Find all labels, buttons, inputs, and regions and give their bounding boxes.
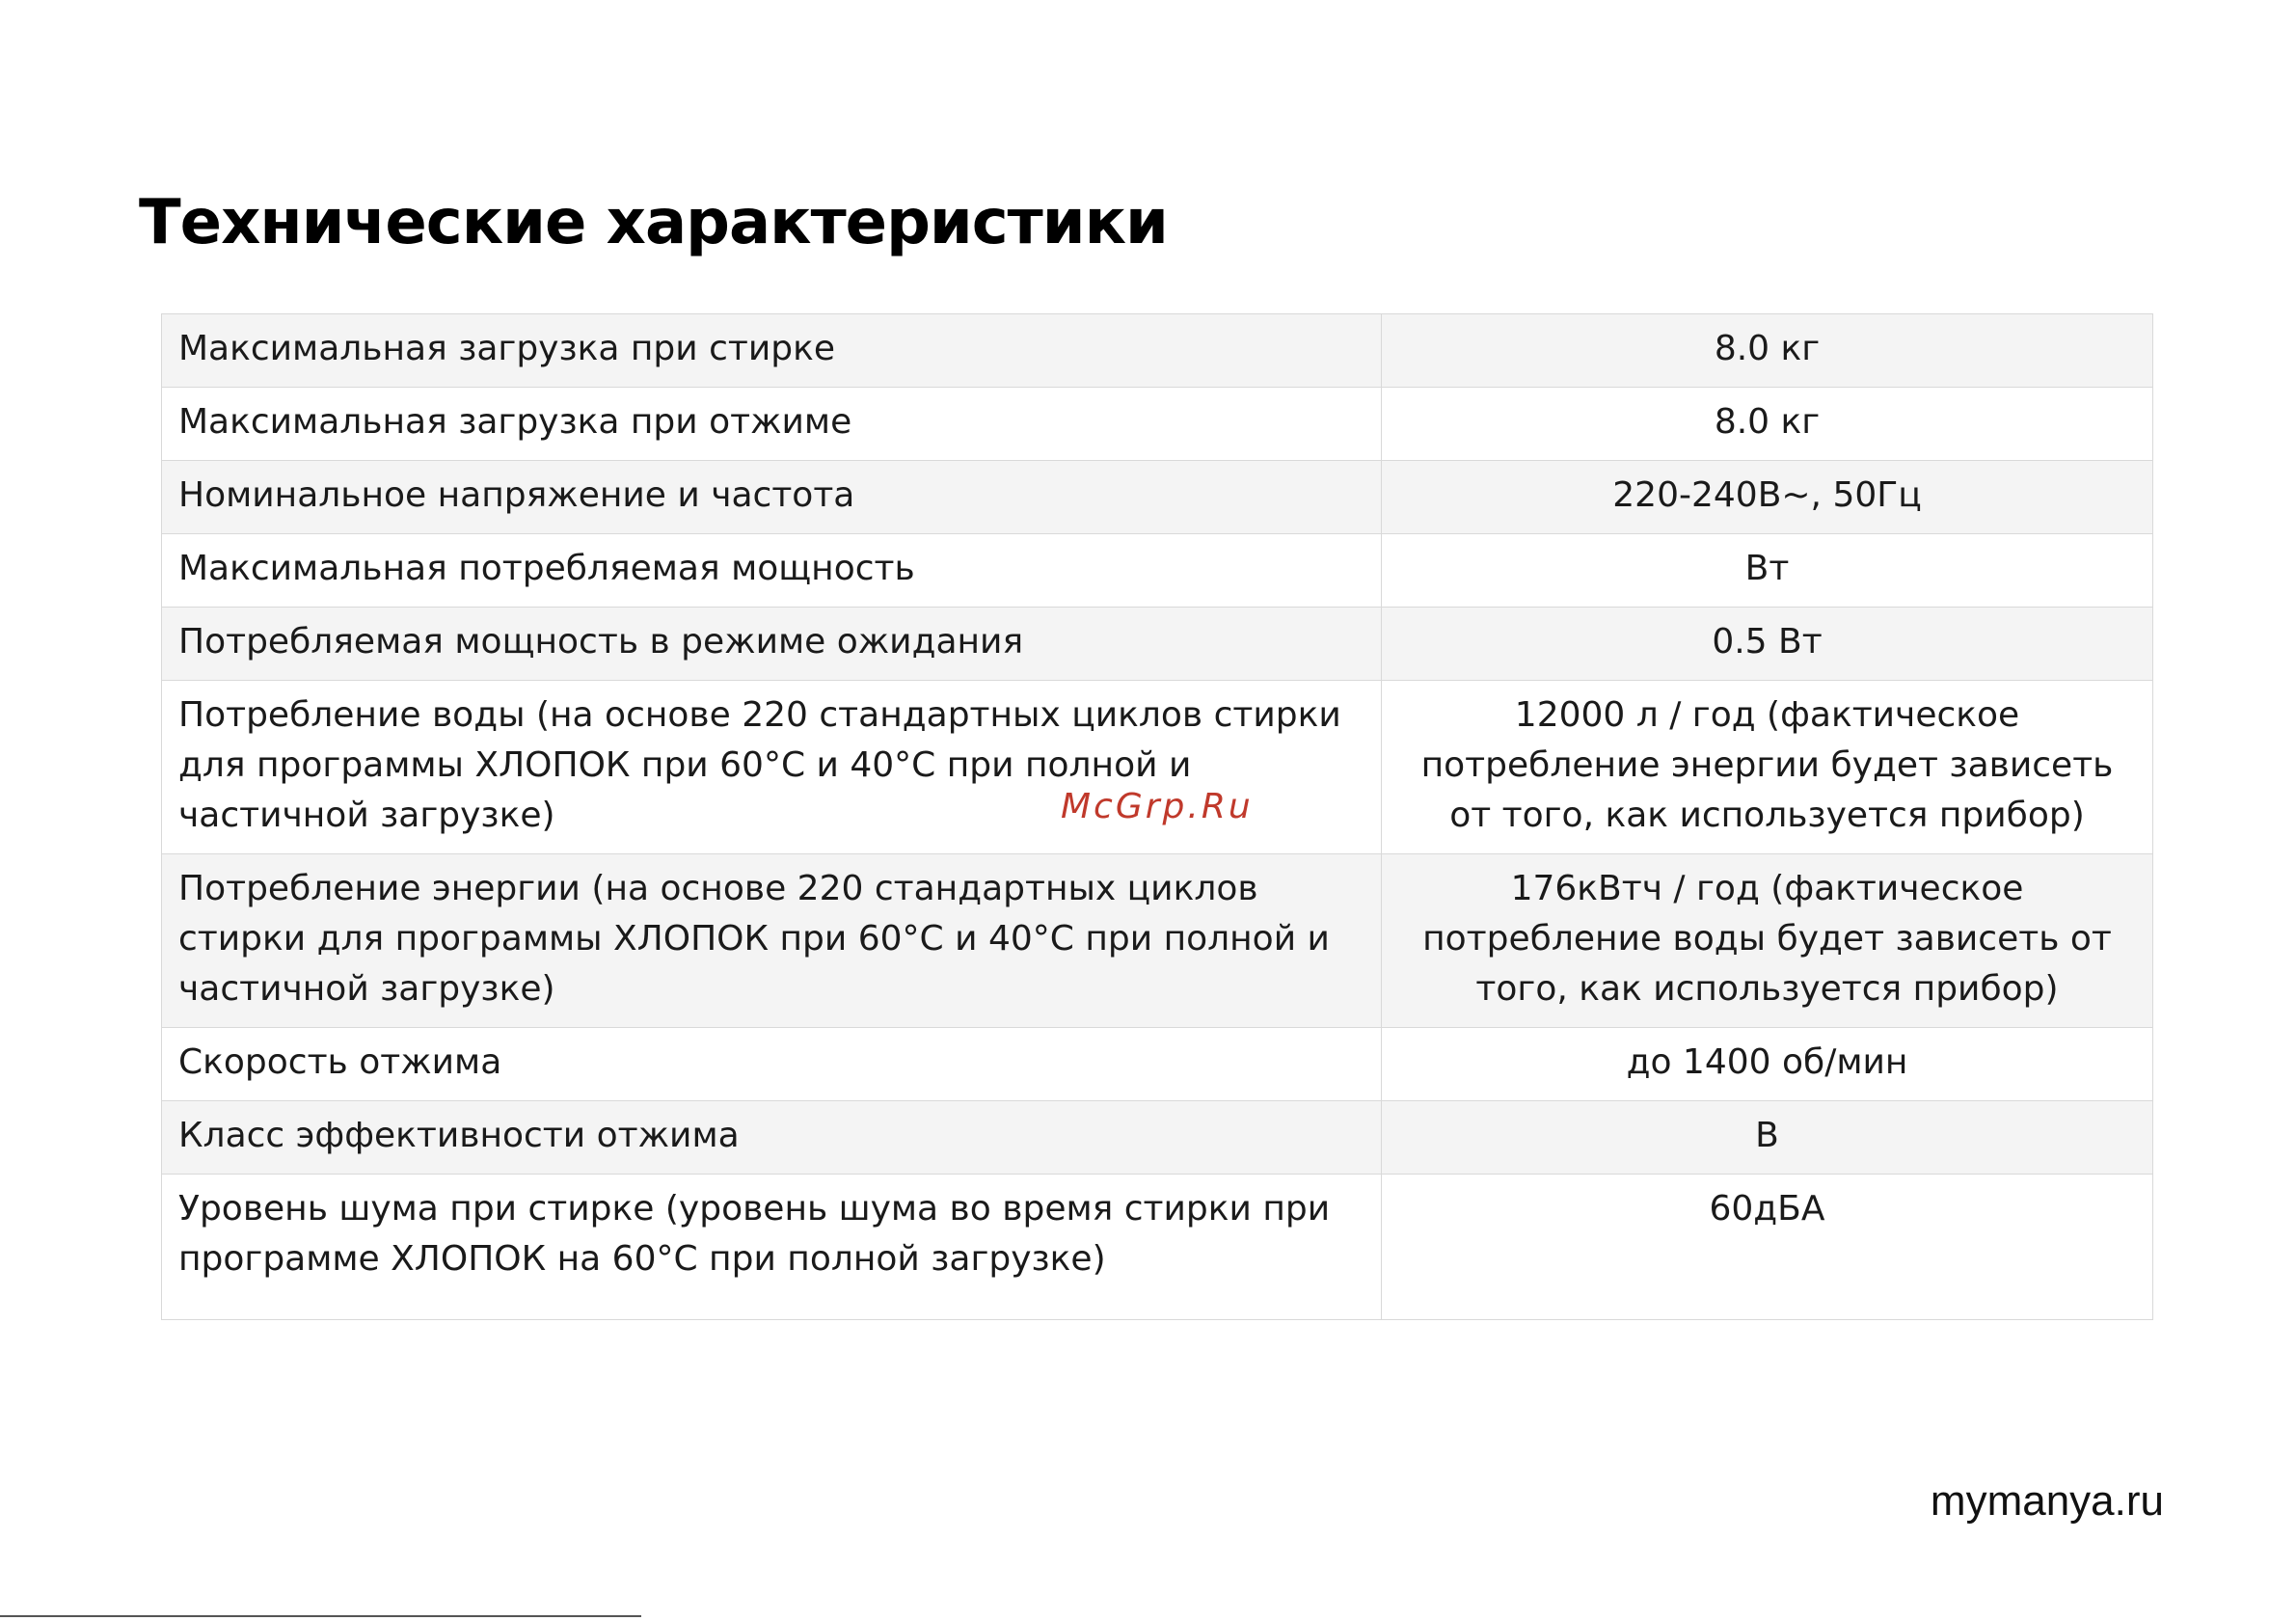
table-row (162, 608, 2153, 681)
bottom-divider (0, 1615, 641, 1617)
spec-name: Номинальное напряжение и частота (162, 461, 1382, 534)
table-row (162, 461, 2153, 534)
spec-name: Потребляемая мощность в режиме ожидания (162, 608, 1382, 681)
table-row (162, 1175, 2153, 1320)
table-row (162, 1028, 2153, 1101)
spec-name: Максимальная загрузка при отжиме (162, 388, 1382, 461)
spec-value: 176кВтч / год (фактическое потребление воды будет зависеть от того, как используется прибор) (1382, 854, 2153, 1028)
spec-name: Класс эффективности отжима (162, 1101, 1382, 1175)
spec-name: Максимальная потребляемая мощность (162, 534, 1382, 608)
table-row (162, 388, 2153, 461)
spec-value: 12000 л / год (фактическое потребление энергии будет зависеть от того, как используется прибор) (1382, 681, 2153, 854)
spec-name: Скорость отжима (162, 1028, 1382, 1101)
spec-name: Потребление энергии (на основе 220 стандартных циклов стирки для программы ХЛОПОК при 60°С и 40°С при полной и частичной загрузке) (162, 854, 1382, 1028)
table-row (162, 314, 2153, 388)
spec-value: B (1382, 1101, 2153, 1175)
spec-value: Вт (1382, 534, 2153, 608)
page-title: Технические характеристики (139, 187, 1168, 258)
spec-value: 60дБА (1382, 1175, 2153, 1320)
table-row (162, 1101, 2153, 1175)
spec-value: 8.0 кг (1382, 314, 2153, 388)
table-row (162, 534, 2153, 608)
table-row (162, 681, 2153, 854)
spec-value: 220-240В~, 50Гц (1382, 461, 2153, 534)
spec-name: Потребление воды (на основе 220 стандартных циклов стирки для программы ХЛОПОК при 60°С и 40°С при полной и частичной загрузке) (162, 681, 1382, 854)
spec-value: 8.0 кг (1382, 388, 2153, 461)
spec-name: Максимальная загрузка при стирке (162, 314, 1382, 388)
spec-name: Уровень шума при стирке (уровень шума во время стирки при программе ХЛОПОК на 60°С при полной загрузке) (162, 1175, 1382, 1320)
spec-value: до 1400 об/мин (1382, 1028, 2153, 1101)
table-row (162, 854, 2153, 1028)
site-label: mymanya.ru (1930, 1477, 2164, 1525)
watermark: McGrp.Ru (1061, 787, 1254, 826)
spec-value: 0.5 Вт (1382, 608, 2153, 681)
